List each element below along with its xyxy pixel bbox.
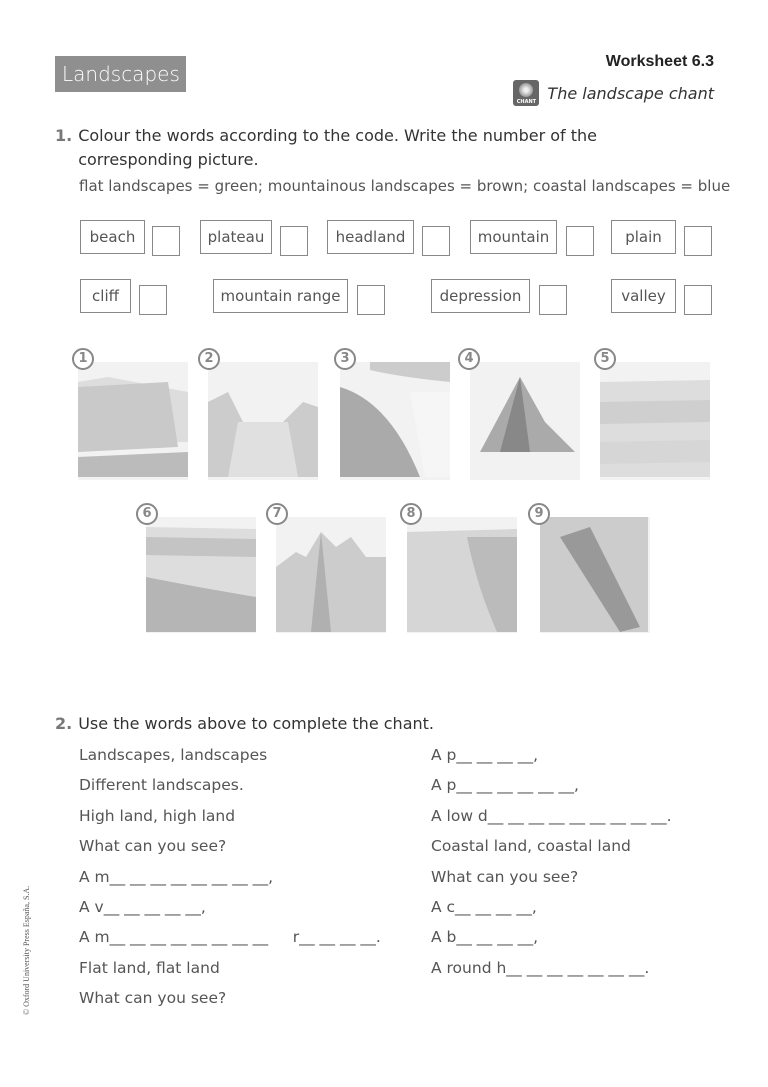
- question-1: 1. Colour the words according to the code. Write the number of the corresponding picture.: [55, 124, 715, 172]
- answer-box[interactable]: [539, 285, 567, 315]
- picture-number: 3: [334, 348, 356, 370]
- landscape-picture: [146, 517, 256, 633]
- answer-box[interactable]: [684, 226, 712, 256]
- landscape-picture: [600, 362, 710, 480]
- word-8[interactable]: valley: [611, 279, 676, 313]
- chant-line-right: A low d__ __ __ __ __ __ __ __ __.: [431, 806, 672, 825]
- chant-line-left: A m__ __ __ __ __ __ __ __ r__ __ __ __.: [79, 928, 381, 947]
- chant-line-left: Landscapes, landscapes: [79, 746, 268, 764]
- word-3[interactable]: mountain: [470, 220, 557, 254]
- chant-title: The landscape chant: [547, 83, 714, 103]
- picture-number: 8: [400, 503, 422, 525]
- answer-box[interactable]: [566, 226, 594, 256]
- landscape-picture: [470, 362, 580, 480]
- picture-number: 1: [72, 348, 94, 370]
- word-0[interactable]: beach: [80, 220, 145, 254]
- chant-line-right: A p__ __ __ __ __ __,: [431, 776, 579, 795]
- chant-cd-icon: CHANT: [513, 80, 539, 106]
- word-4[interactable]: plain: [611, 220, 676, 254]
- chant-line-left: What can you see?: [79, 837, 227, 856]
- chant-line-right: A c__ __ __ __,: [431, 898, 537, 916]
- chant-line-left: Different landscapes.: [79, 776, 244, 795]
- landscape-picture: [340, 362, 450, 480]
- picture-number: 2: [198, 348, 220, 370]
- chant-line-right: A round h__ __ __ __ __ __ __.: [431, 958, 650, 977]
- picture-number: 5: [594, 348, 616, 370]
- unit-title: Landscapes: [55, 56, 186, 92]
- word-5[interactable]: cliff: [80, 279, 131, 313]
- answer-box[interactable]: [152, 226, 180, 256]
- question-2-instruction: Use the words above to complete the chant.: [78, 714, 434, 733]
- chant-line-left: A v__ __ __ __ __,: [79, 898, 206, 916]
- landscape-picture: [208, 362, 318, 480]
- word-7[interactable]: depression: [431, 279, 530, 313]
- question-2: 2. Use the words above to complete the chant.: [55, 714, 434, 733]
- picture-number: 9: [528, 503, 550, 525]
- copyright: © Oxford University Press España, S.A.: [22, 885, 31, 1015]
- chant-heading: [513, 80, 714, 106]
- chant-line-left: Flat land, flat land: [79, 958, 220, 977]
- chant-line-left: A m__ __ __ __ __ __ __ __,: [79, 867, 274, 886]
- picture-number: 4: [458, 348, 480, 370]
- answer-box[interactable]: [684, 285, 712, 315]
- chant-line-left: High land, high land: [79, 806, 236, 825]
- worksheet-number: Worksheet 6.3: [605, 53, 714, 70]
- answer-box[interactable]: [139, 285, 167, 315]
- landscape-picture: [276, 517, 386, 633]
- answer-box[interactable]: [280, 226, 308, 256]
- colour-code: flat landscapes = green; mountainous landscapes = brown; coastal landscapes = blue: [79, 177, 731, 195]
- picture-number: 6: [136, 503, 158, 525]
- chant-line-right: What can you see?: [431, 867, 579, 886]
- picture-number: 7: [266, 503, 288, 525]
- chant-line-right: Coastal land, coastal land: [431, 837, 631, 856]
- word-2[interactable]: headland: [327, 220, 414, 254]
- landscape-picture: [407, 517, 517, 633]
- question-1-instruction: Colour the words according to the code. Write the number of the corresponding picture.: [78, 126, 597, 169]
- word-6[interactable]: mountain range: [213, 279, 348, 313]
- landscape-picture: [78, 362, 188, 480]
- chant-line-right: A p__ __ __ __,: [431, 746, 539, 764]
- answer-box[interactable]: [422, 226, 450, 256]
- landscape-picture: [540, 517, 650, 633]
- chant-line-left: What can you see?: [79, 989, 227, 1008]
- answer-box[interactable]: [357, 285, 385, 315]
- chant-line-right: A b__ __ __ __,: [431, 928, 539, 947]
- word-1[interactable]: plateau: [200, 220, 272, 254]
